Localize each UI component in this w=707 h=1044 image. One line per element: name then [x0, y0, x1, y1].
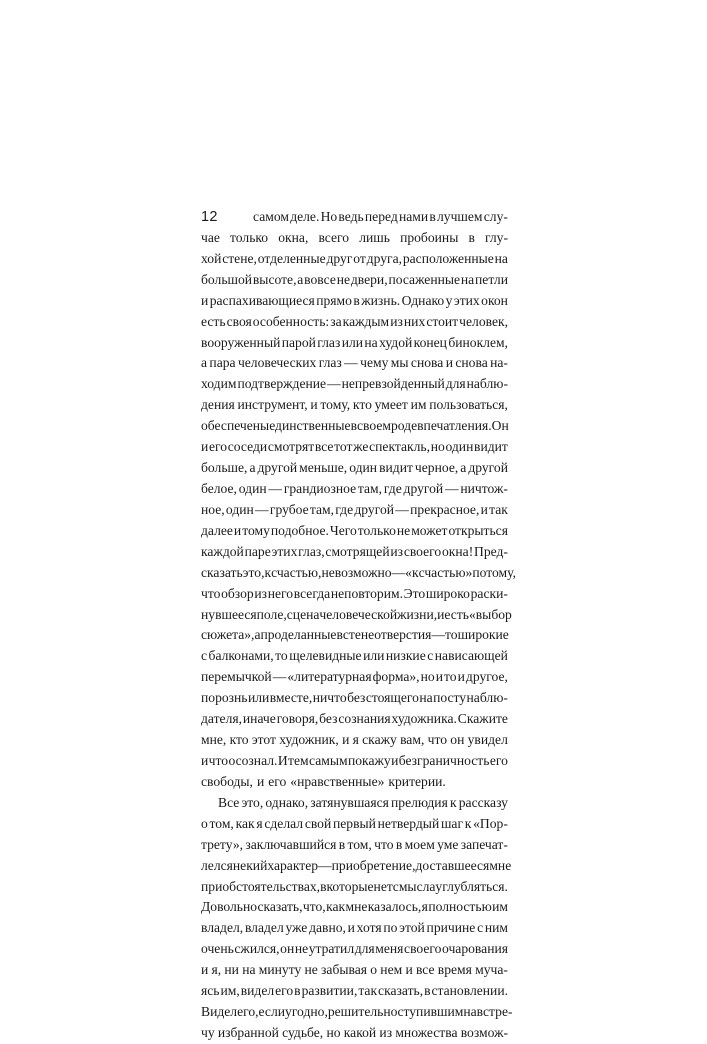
text-line: Видел его, если угодно, решительно ступившим навстре- [201, 1004, 513, 1020]
text-line: белое, один — грандиозное там, где другой — ничтож- [201, 480, 508, 496]
text-line: хой стене, отделенные друг от друга, расположенные на [201, 250, 508, 266]
text-line: при обстоятельствах, в которые нет смысла углубляться. [201, 878, 508, 894]
text-line: ходим подтверждение — непревзойденный для наблю- [201, 376, 508, 392]
text-line: владел, владел уже давно, и хотя по этой причине с ним [201, 920, 508, 936]
text-line: о том, как я сделал свой первый нетвердый шаг к «Пор- [201, 815, 508, 831]
body-text [201, 207, 516, 1044]
text-line: лелся некий характер — приобретение, доставшееся мне [201, 857, 512, 873]
text-line: больше, а другой меньше, один видит черное, а другой [201, 460, 508, 476]
text-line: мне, кто этот художник, и я скажу вам, что он увидел [201, 732, 508, 748]
text-line: ное, один — грубое там, где другой — прекрасное, и так [201, 501, 508, 517]
text-line: дения инструмент, и тому, кто умеет им пользоваться, [201, 397, 508, 413]
text-line: сказать это, к счастью, невозможно — «к счастью» потому, [201, 564, 516, 580]
text-line: чае только окна, всего лишь пробоины в глу- [201, 229, 508, 245]
text-line: чу избранной судьбе, но какой из множества возмож- [201, 1024, 508, 1040]
text-line: дателя, иначе говоря, без сознания художника. Скажите [201, 711, 508, 727]
text-line: самом деле. Но ведь перед нами в лучшем слу- [253, 209, 508, 224]
page-number: 12 [201, 209, 218, 225]
text-line: и что осознал. И тем самым покажу и безграничность его [201, 752, 508, 768]
text-line: перемычкой — «литературная форма», но и то и другое, [201, 669, 508, 685]
text-line: порознь или вместе, ничто без стоящего на посту наблю- [201, 690, 508, 706]
text-line: и распахивающиеся прямо в жизнь. Однако у этих окон [201, 292, 508, 308]
text-line: Довольно сказать, что, как мне казалось, я полностью им [201, 899, 508, 915]
text-line: трету», заключавшийся в том, что в моем уме запечат- [201, 836, 508, 852]
text-line: нувшееся поле, сцена человеческой жизни, и есть «выбор [201, 606, 512, 622]
text-line: вооруженный парой глаз или на худой конец биноклем, [201, 334, 508, 350]
paragraph [201, 207, 516, 793]
text-line: обеспечены единственные в своем роде впечатления. Он [201, 418, 509, 434]
text-line: есть своя особенность: за каждым из них стоит человек, [201, 313, 508, 329]
text-line: и я, ни на минуту не забывая о нем и все время муча- [201, 962, 508, 978]
text-line: сюжета», а проделанные в стене отверстия — то широкие [201, 627, 509, 643]
paragraph [201, 793, 513, 1044]
text-line: что обзор из него всегда неповторим. Это широко раски- [201, 585, 508, 601]
text-line: Все это, однако, затянувшаяся прелюдия к рассказу [218, 794, 508, 810]
text-line: большой высоте, а вовсе не двери, посаженные на петли [201, 271, 508, 287]
text-line: а пара человеческих глаз — чему мы снова и снова на- [201, 355, 508, 371]
text-line: с балконами, то щелевидные или низкие с нависающей [201, 648, 508, 664]
text-line: ясь им, видел его в развитии, так сказать, в становлении. [201, 983, 508, 999]
text-line: далее и тому подобное. Чего только не может открыться [201, 522, 508, 538]
text-line: каждой паре этих глаз, смотрящей из своего окна! Пред- [201, 543, 508, 559]
text-line: и его соседи смотрят все тот же спектакль, но один видит [201, 439, 508, 455]
text-line: очень сжился, он не утратил для меня своего очарования [201, 941, 508, 957]
text-line: свободы, и его «нравственные» критерии. [201, 773, 446, 789]
